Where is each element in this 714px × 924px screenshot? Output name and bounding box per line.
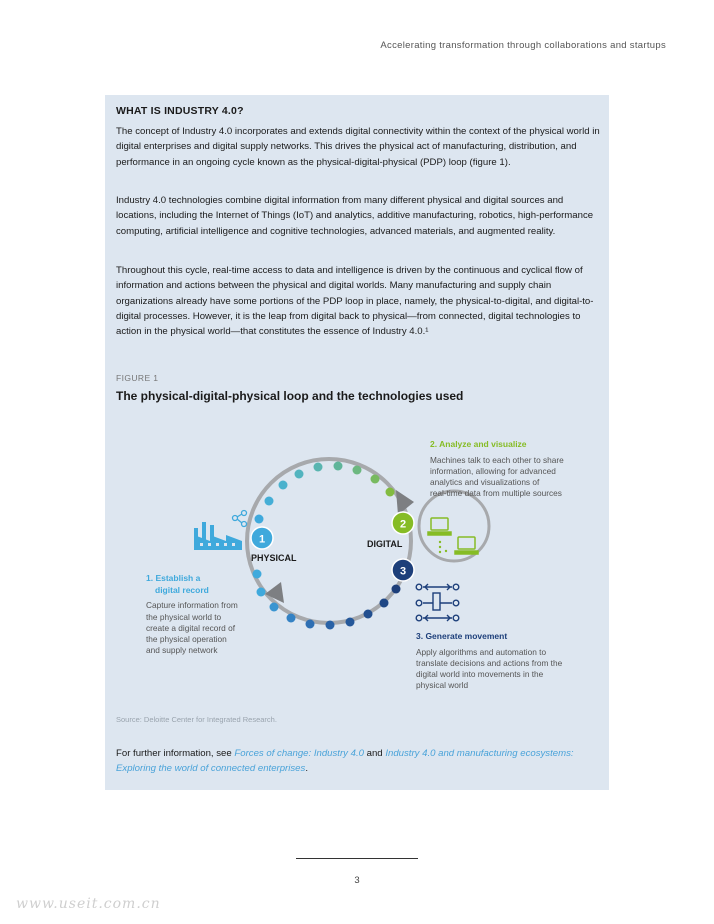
lower-dot-arc — [253, 570, 401, 630]
node-3-number: 3 — [399, 565, 407, 578]
node-1-number: 1 — [258, 533, 266, 546]
running-head: Accelerating transformation through collaborations and startups — [380, 40, 666, 51]
further-prefix: For further information, see — [116, 748, 235, 759]
step-3-line: physical world — [416, 680, 469, 690]
step-2-line: Machines talk to each other to share — [430, 455, 564, 465]
step-3-description — [416, 647, 563, 690]
paragraph-1: The concept of Industry 4.0 incorporates and extends digital connectivity within the context of the physical world in digital enterprises and digital supply networks. This drives the physical act of manufacturing, distribution, and performance in an ongoing cycle known as the physical-digital-physical (PDP) loop (figure 1). — [116, 126, 600, 168]
node-2-number: 2 — [399, 518, 407, 531]
step-2-description — [430, 455, 564, 498]
step-2-line: analytics and visualizations of — [430, 477, 540, 487]
watermark: www.useit.com.cn — [16, 896, 161, 912]
further-suffix: . — [305, 763, 308, 774]
figure-title: The physical-digital-physical loop and the technologies used — [116, 389, 464, 403]
step-1-line: and supply network — [146, 645, 218, 655]
step-1-description — [146, 600, 238, 655]
pdp-loop-diagram — [116, 95, 602, 715]
data-flow-dots — [439, 541, 447, 553]
computer-icon — [428, 518, 478, 554]
share-icon — [233, 511, 247, 527]
further-information — [116, 746, 602, 776]
info-box — [105, 95, 609, 790]
step-1-title-line-1: 1. Establish a — [146, 573, 201, 583]
footer-rule — [296, 858, 418, 859]
step-3-line: digital world into movements in the — [416, 669, 544, 679]
box-heading: WHAT IS INDUSTRY 4.0? — [116, 105, 244, 117]
physical-label: PHYSICAL — [251, 553, 297, 563]
step-3-line: Apply algorithms and automation to — [416, 647, 547, 657]
step-1-line: Capture information from — [146, 600, 238, 610]
figure-label: FIGURE 1 — [116, 373, 159, 383]
step-2-line: real-time data from multiple sources — [430, 488, 562, 498]
step-1-line: the physical world to — [146, 612, 222, 622]
digital-label: DIGITAL — [367, 539, 403, 549]
step-1-line: the physical operation — [146, 634, 227, 644]
step-1-line: create a digital record of — [146, 623, 236, 633]
step-2-line: information, allowing for advanced — [430, 466, 556, 476]
factory-icon — [194, 522, 242, 550]
link-industry-4-ecosystems[interactable]: Industry 4.0 and manufacturing ecosystems: Exploring the world of connected enterprises — [116, 748, 574, 774]
step-3-title: 3. Generate movement — [416, 631, 508, 641]
page-number: 3 — [354, 875, 360, 886]
paragraph-3: Throughout this cycle, real-time access to data and intelligence is driven by the continuous and cyclical flow of information and actions between the physical and digital worlds. Many manufacturing and supply chain organizations already have some portions of the PDP loop in place, namely, the physical-to-digital, and digital-to-digital processes. However, it is the leap from digital back to physical—from connected, digital technologies to action in the physical world—that constitutes the essence of Industry 4.0.¹ — [116, 265, 594, 338]
step-2-title: 2. Analyze and visualize — [430, 439, 527, 449]
step-3-line: translate decisions and actions from the — [416, 658, 563, 668]
link-forces-of-change[interactable]: Forces of change: Industry 4.0 — [234, 748, 364, 759]
paragraph-2: Industry 4.0 technologies combine digital information from many different physical and digital sources and locations, including the Internet of Things (IoT) and analytics, additive manufacturing, robotics, high-performance computing, artificial intelligence and cognitive technologies, advanced materials, and augmented reality. — [116, 195, 594, 237]
actuator-icon — [416, 584, 459, 621]
figure-source: Source: Deloitte Center for Integrated Research. — [116, 715, 277, 724]
step-1-title-line-2: digital record — [155, 585, 209, 595]
further-and: and — [363, 748, 386, 759]
